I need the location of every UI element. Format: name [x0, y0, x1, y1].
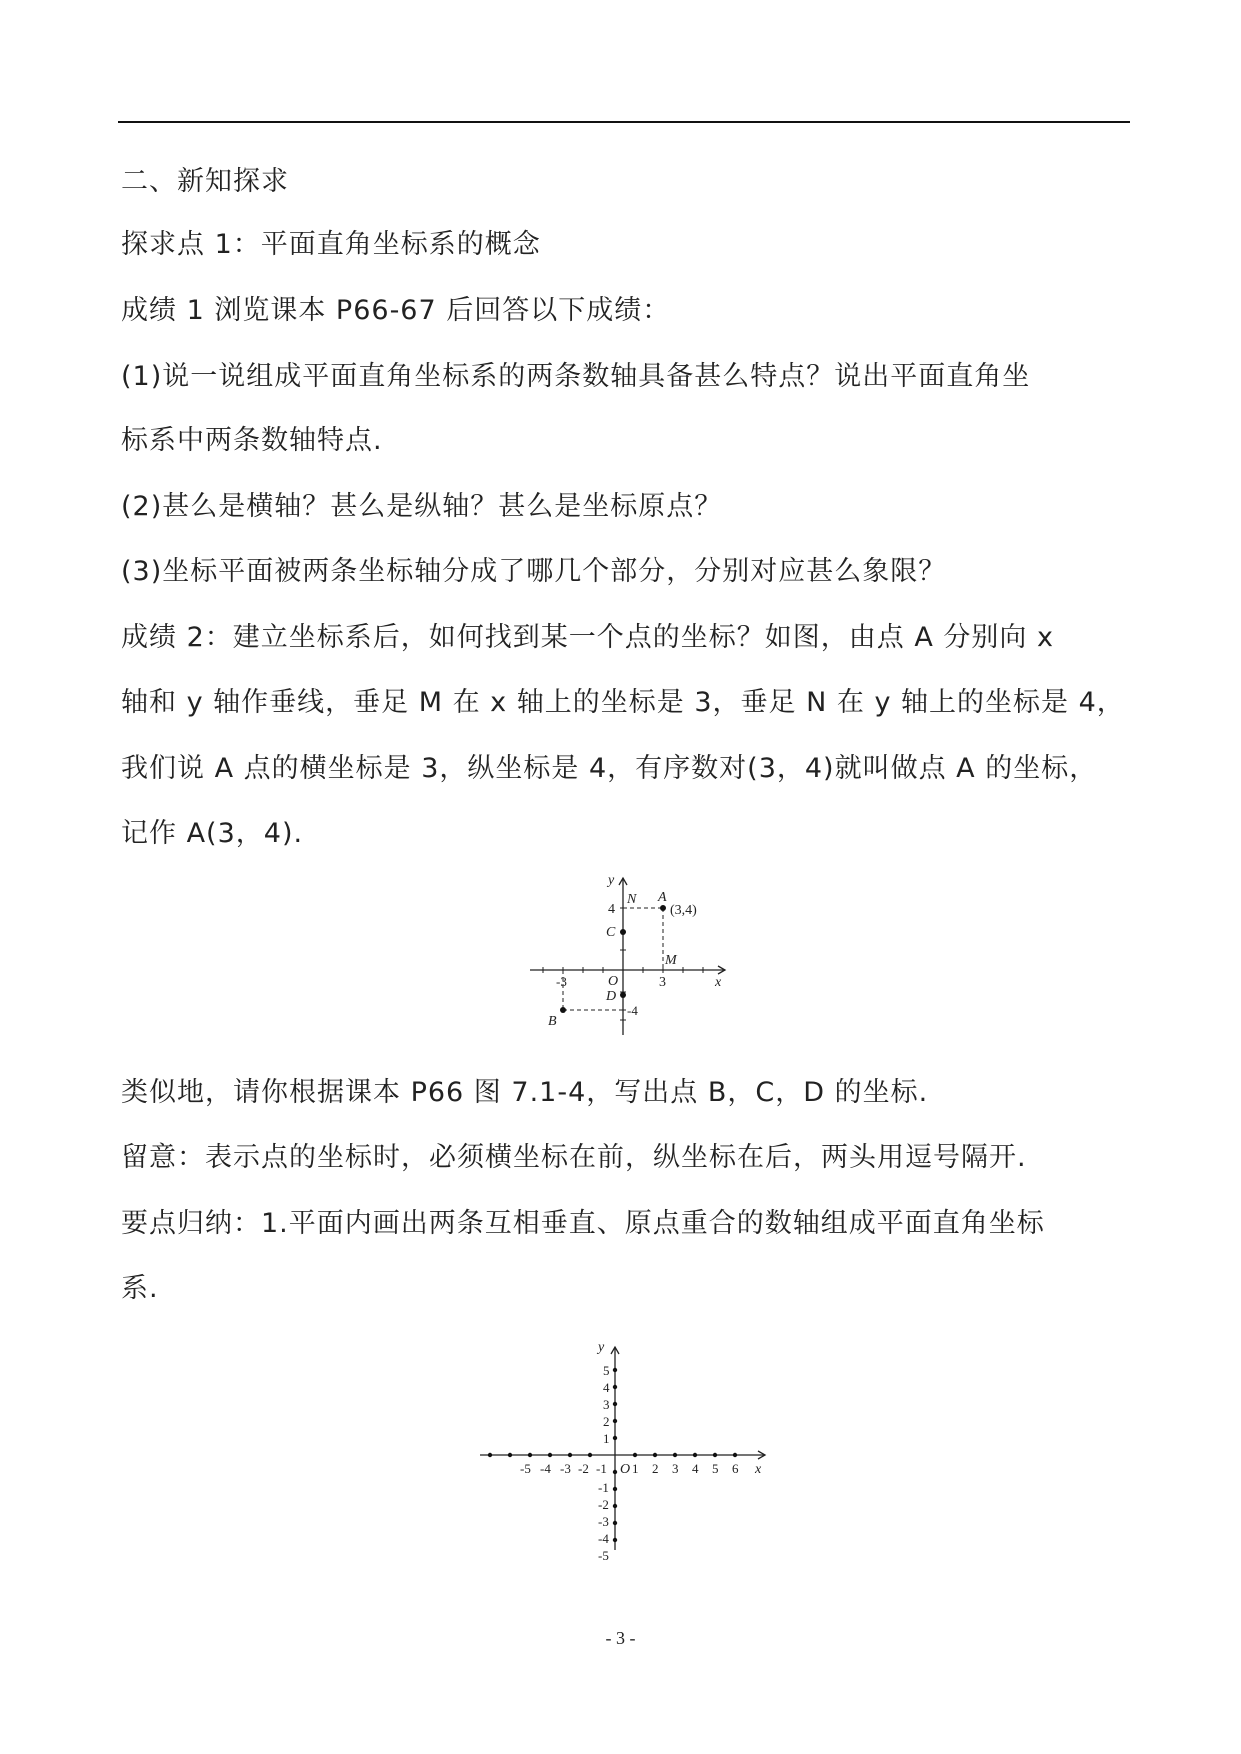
- fig1-tick-x3: 3: [659, 975, 666, 990]
- question-2-text-cont1: 轴和 y 轴作垂线，垂足 M 在 x 轴上的坐标是 3，垂足 N 在 y 轴上的坐标是 4，: [121, 687, 1125, 718]
- fig2-ytick: -1: [598, 1480, 609, 1495]
- header-rule: [118, 121, 1130, 123]
- fig2-xtick: -4: [540, 1461, 551, 1476]
- fig2-xtick: 4: [692, 1461, 699, 1476]
- question-2-text: 成绩 2：建立坐标系后，如何找到某一个点的坐标？如图，由点 A 分别向 x: [121, 622, 1054, 653]
- question-1-item-3: (3)坐标平面被两条坐标轴分成了哪几个部分，分别对应甚么象限？: [121, 556, 947, 587]
- fig2-ytick: -2: [598, 1497, 609, 1512]
- fig1-x-label: x: [715, 975, 722, 990]
- fig2-xtick: -2: [578, 1461, 589, 1476]
- point-d-dot: [620, 992, 626, 998]
- point-a-dot: [660, 905, 666, 911]
- fig1-point-d-label: D: [606, 989, 617, 1004]
- fig1-tick-xneg3: -3: [556, 974, 567, 989]
- fig2-ytick: -5: [598, 1548, 609, 1563]
- fig1-point-c-label: C: [606, 925, 616, 940]
- question-1-item-1: (1)说一说组成平面直角坐标系的两条数轴具备甚么特点？说出平面直角坐: [121, 361, 1031, 392]
- fig2-xtick: 5: [712, 1461, 719, 1476]
- fig2-xtick: 3: [672, 1461, 679, 1476]
- question-1-intro: 成绩 1 浏览课本 P66-67 后回答以下成绩：: [121, 295, 671, 326]
- fig2-ytick: 2: [603, 1414, 610, 1429]
- fig1-point-a-coord: (3,4): [670, 903, 697, 918]
- coordinate-system-figure: [470, 1335, 780, 1565]
- fig1-point-b-label: B: [548, 1014, 557, 1029]
- task-text: 类似地，请你根据课本 P66 图 7.1-4，写出点 B，C，D 的坐标.: [121, 1077, 929, 1108]
- coordinate-figure-point-a: [520, 870, 730, 1040]
- fig2-xtick: 1: [632, 1461, 639, 1476]
- fig2-x-label: x: [755, 1462, 762, 1477]
- note-text: 留意：表示点的坐标时，必须横坐标在前，纵坐标在后，两头用逗号隔开.: [121, 1142, 1027, 1173]
- fig1-y-label: y: [608, 873, 615, 888]
- fig2-ytick: -3: [598, 1514, 609, 1529]
- fig2-y-label: y: [598, 1340, 605, 1355]
- point-c-dot: [620, 929, 626, 935]
- fig2-ytick: -4: [598, 1531, 609, 1546]
- question-2-text-cont3: 记作 A(3，4).: [121, 818, 304, 849]
- section-heading: 二、新知探求: [121, 166, 289, 197]
- fig2-xtick: 6: [732, 1461, 739, 1476]
- summary-text: 要点归纳：1.平面内画出两条互相垂直、原点重合的数轴组成平面直角坐标: [121, 1208, 1045, 1239]
- page-number: - 3 -: [605, 1628, 636, 1648]
- fig2-xtick: 2: [652, 1461, 659, 1476]
- fig2-xtick: -1: [596, 1461, 607, 1476]
- fig1-tick-y4: 4: [608, 902, 615, 917]
- fig2-ytick: 3: [603, 1397, 610, 1412]
- fig1-tick-yneg4: -4: [627, 1003, 638, 1018]
- question-2-text-cont2: 我们说 A 点的横坐标是 3，纵坐标是 4，有序数对(3，4)就叫做点 A 的坐标，: [121, 753, 1098, 784]
- question-1-item-1-cont: 标系中两条数轴特点.: [121, 425, 383, 456]
- fig2-ytick: 4: [603, 1380, 610, 1395]
- fig2-ytick: 1: [603, 1431, 610, 1446]
- topic-heading: 探求点 1：平面直角坐标系的概念: [121, 229, 541, 260]
- fig1-point-n-label: N: [627, 892, 637, 907]
- point-b-dot: [560, 1007, 566, 1013]
- fig2-ytick: 5: [603, 1363, 610, 1378]
- question-1-item-2: (2)甚么是横轴？甚么是纵轴？甚么是坐标原点？: [121, 491, 723, 522]
- fig1-point-a-label: A: [658, 890, 667, 905]
- fig2-xtick: -3: [560, 1461, 571, 1476]
- fig1-origin-label: O: [608, 974, 619, 989]
- fig2-origin-label: O: [620, 1462, 631, 1477]
- fig1-point-m-label: M: [665, 953, 677, 968]
- fig2-xtick: -5: [520, 1461, 531, 1476]
- summary-text-cont: 系.: [121, 1273, 159, 1304]
